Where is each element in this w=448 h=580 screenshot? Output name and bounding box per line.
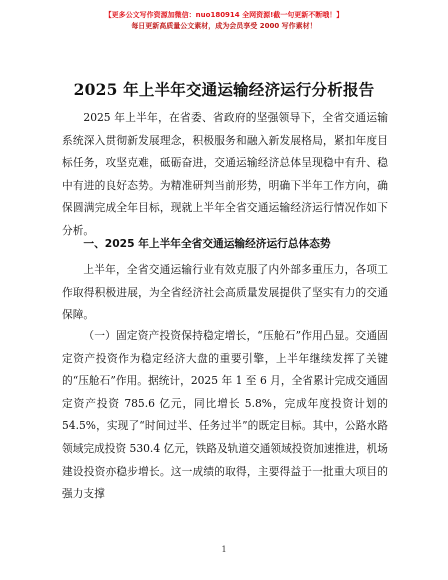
document-title: 2025 年上半年交通运输经济运行分析报告 [73,80,375,99]
banner-line-1: 【更多公文写作资源加微信：nuo180914 全网资源!截一句更新不断哦！】 [104,11,344,19]
section-1-investment [62,325,388,506]
banner-line-2: 每日更新高质量公文素材，成为会员享受 2000 写作素材！ [131,22,317,30]
section-1-summary [62,259,388,327]
intro-paragraph: 2025 年上半年，在省委、省政府的坚强领导下，全省交通运输系统深入贯彻新发展理念，积极服务和融入新发展格局，紧扣年度目标任务，攻坚克难，砥砺奋进，交通运输经济总体呈现稳中有升、稳中有进的良好态势。为精准研判当前形势，明确下半年工作方向，确保圆满完成全年目标，现就上半年全省交通运输经济运行情况作如下分析。 [62,111,388,237]
intro-section [62,107,388,243]
page-number: 1 [221,545,227,554]
section-heading-1: 一、2025 年上半年全省交通运输经济运行总体态势 [83,237,331,250]
promo-banner [0,10,448,32]
summary-paragraph: 上半年，全省交通运输行业有效克服了内外部多重压力，各项工作取得积极进展，为全省经济社会高质量发展提供了坚实有力的交通保障。 [62,263,388,322]
investment-paragraph: （一）固定资产投资保持稳定增长，“压舱石”作用凸显。交通固定资产投资作为稳定经济大盘的重要引擎，上半年继续发挥了关键的“压舱石”作用。据统计，2025 年 1 至 6 月，全省累计完成交通固定资产投资 785.6 亿元，同比增长 5.8%，完成年度投资计划的 54.5%，实现了“时间过半、任务过半”的既定目标。其中，公路水路领域完成投资 530.4 亿元，铁路及轨道交通领域投资加速推进，机场建设投资亦稳步增长。这一成绩的取得，主要得益于一批重大项目的强力支撑 [62,329,388,501]
